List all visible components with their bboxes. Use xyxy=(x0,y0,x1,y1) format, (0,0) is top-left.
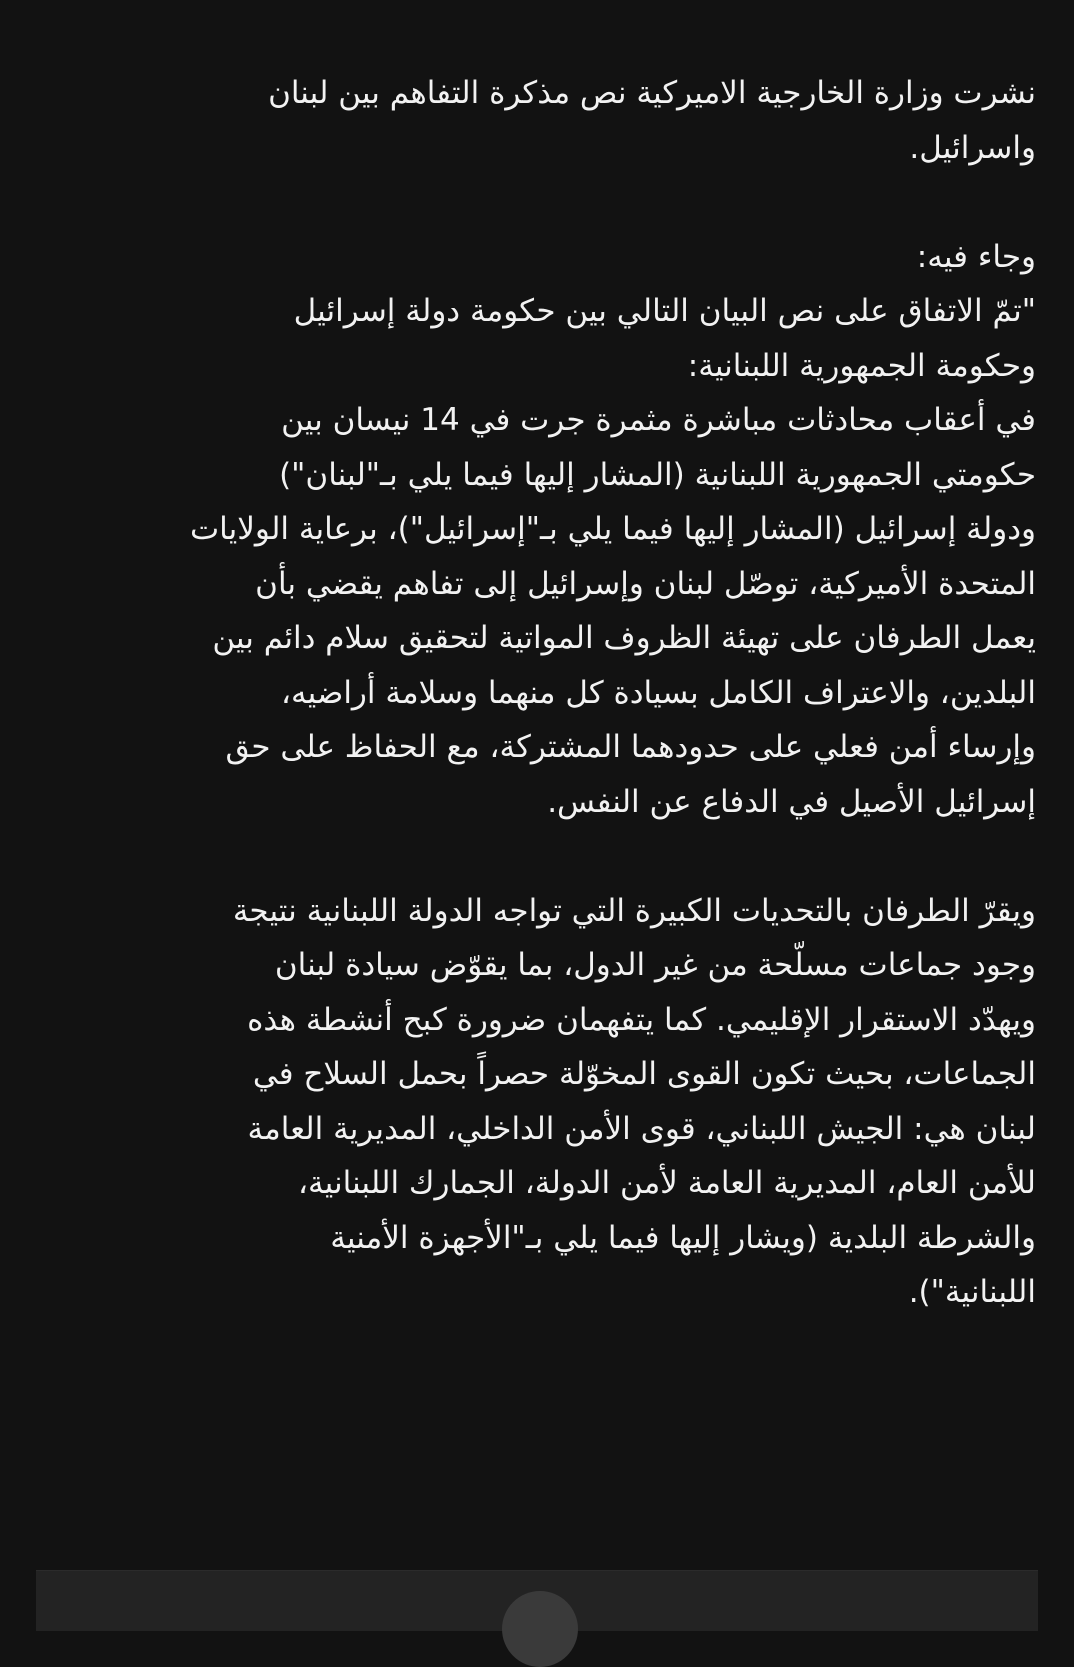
intro-paragraph xyxy=(34,66,1036,175)
text-line: الجماعات، بحيث تكون القوى المخوّلة حصراً بحمل السلاح في xyxy=(252,1056,1036,1092)
text-line: لبنان هي: الجيش اللبناني، قوى الأمن الداخلي، المديرية العامة xyxy=(247,1110,1036,1147)
text-line: حكومتي الجمهورية اللبنانية (المشار إليها فيما يلي بـ"لبنان") xyxy=(279,456,1036,493)
text-line: إسرائيل الأصيل في الدفاع عن النفس. xyxy=(547,783,1036,820)
text-line: المتحدة الأميركية، توصّل لبنان وإسرائيل إلى تفاهم يقضي بأن xyxy=(255,565,1036,602)
text-line: وجاء فيه: xyxy=(916,238,1036,275)
text-line: نشرت وزارة الخارجية الاميركية نص مذكرة التفاهم بين لبنان xyxy=(268,75,1036,111)
text-line: ويهدّد الاستقرار الإقليمي. كما يتفهمان ضرورة كبح أنشطة هذه xyxy=(247,1001,1036,1038)
media-thumbnail-circle-icon[interactable] xyxy=(502,1591,578,1667)
armed-groups-paragraph xyxy=(34,884,1036,1320)
text-line: البلدين، والاعتراف الكامل بسيادة كل منهما وسلامة أراضيه، xyxy=(281,674,1036,711)
text-line: للأمن العام، المديرية العامة لأمن الدولة، الجمارك اللبنانية، xyxy=(298,1165,1036,1201)
text-line: ودولة إسرائيل (المشار إليها فيما يلي بـ"إسرائيل")، برعاية الولايات xyxy=(190,511,1036,547)
paragraph-spacer xyxy=(34,175,1036,230)
article-body xyxy=(34,66,1036,1320)
text-line: وجود جماعات مسلّحة من غير الدول، بما يقوّض سيادة لبنان xyxy=(274,947,1036,983)
text-line: ويقرّ الطرفان بالتحديات الكبيرة التي تواجه الدولة اللبنانية نتيجة xyxy=(232,892,1036,929)
text-line: اللبنانية"). xyxy=(908,1274,1036,1310)
paragraph-spacer xyxy=(34,829,1036,884)
text-line: وإرساء أمن فعلي على حدودهما المشتركة، مع الحفاظ على حق xyxy=(225,729,1036,765)
text-line: والشرطة البلدية (ويشار إليها فيما يلي بـ"الأجهزة الأمنية xyxy=(330,1219,1036,1256)
text-line: يعمل الطرفان على تهيئة الظروف المواتية لتحقيق سلام دائم بين xyxy=(212,620,1036,656)
embedded-media-card[interactable] xyxy=(36,1570,1038,1631)
text-line: وحكومة الجمهورية اللبنانية: xyxy=(687,347,1036,384)
text-line: واسرائيل. xyxy=(909,129,1036,166)
quoted-statement-paragraph xyxy=(34,230,1036,830)
text-line: "تمّ الاتفاق على نص البيان التالي بين حكومة دولة إسرائيل xyxy=(293,293,1036,329)
text-line: في أعقاب محادثات مباشرة مثمرة جرت في 14 نيسان بين xyxy=(281,402,1036,438)
